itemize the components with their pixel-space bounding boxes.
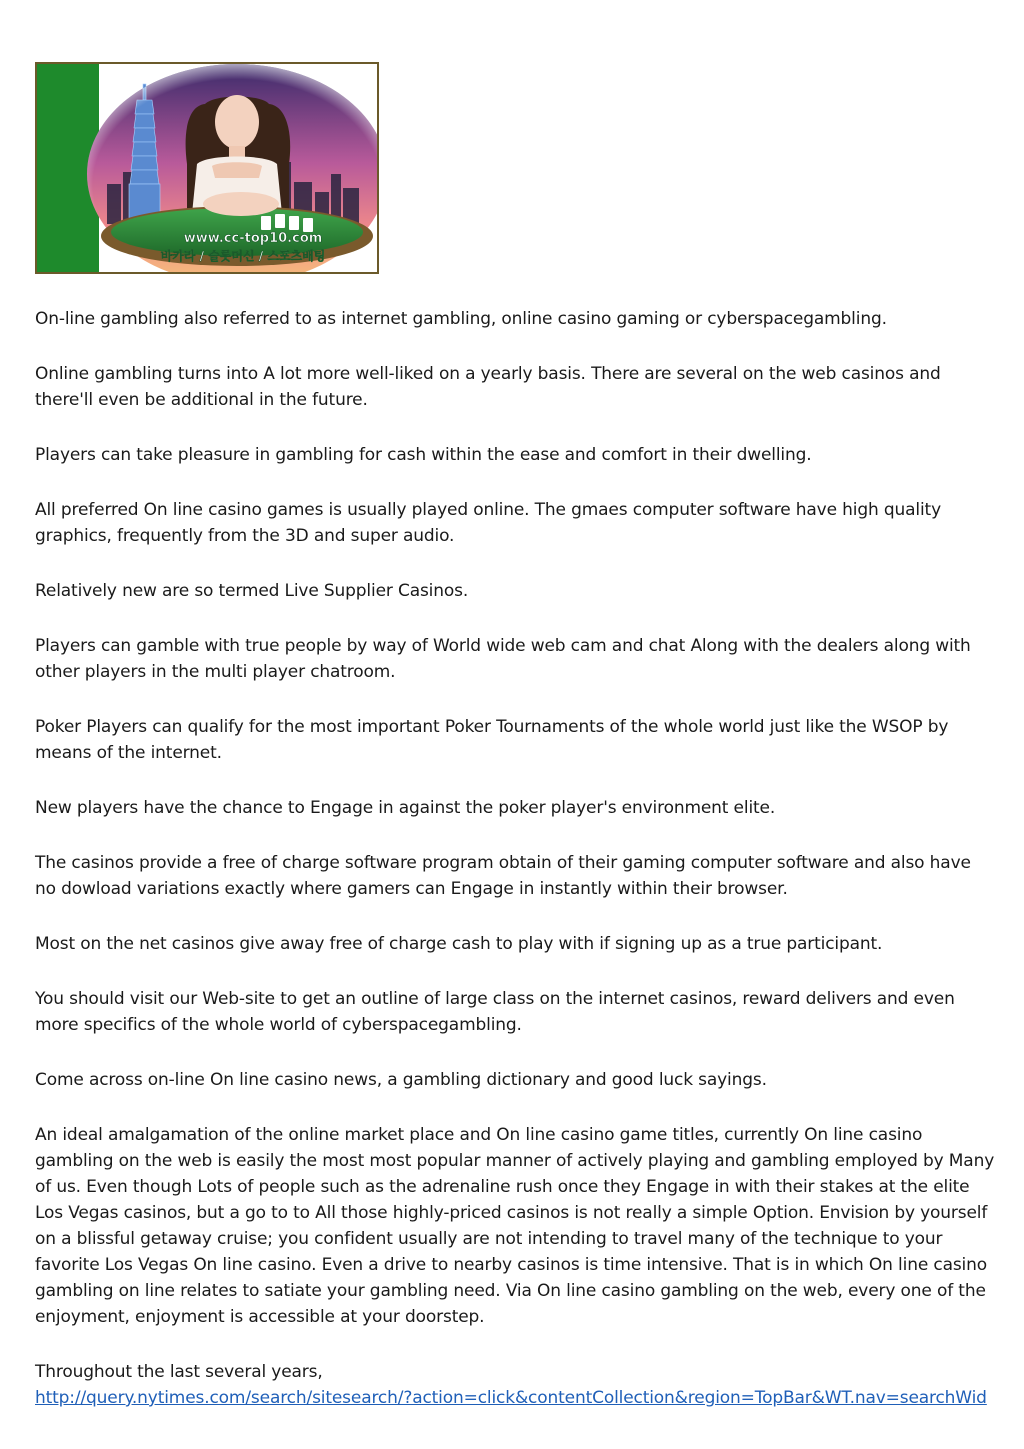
casino-banner-image	[35, 62, 379, 274]
paragraph: Most on the net casinos give away free of charge cash to play with if signing up as a true participant.	[35, 934, 883, 954]
paragraph: The casinos provide a free of charge software program obtain of their gaming computer software and also have no dowload variations exactly where gamers can Engage in instantly within their browser.	[35, 853, 971, 899]
paragraph: Players can gamble with true people by way of World wide web cam and chat Along with the dealers along with other players in the multi player chatroom.	[35, 636, 971, 682]
paragraph: On-line gambling also referred to as internet gambling, online casino gaming or cyberspacegambling.	[35, 309, 887, 329]
article-body	[35, 306, 995, 1411]
paragraph: New players have the chance to Engage in against the poker player's environment elite.	[35, 798, 776, 818]
paragraph: Come across on-line On line casino news, a gambling dictionary and good luck sayings.	[35, 1070, 767, 1090]
paragraph: All preferred On line casino games is usually played online. The gmaes computer software have high quality graphics, frequently from the 3D and super audio.	[35, 500, 941, 546]
paragraph: Relatively new are so termed Live Supplier Casinos.	[35, 581, 469, 601]
last-paragraph	[35, 1359, 995, 1411]
document-page	[35, 62, 995, 1440]
banner-url-text: www.cc-top10.com	[183, 231, 323, 246]
paragraph: An ideal amalgamation of the online market place and On line casino game titles, currently On line casino gambling on the web is easily the most most popular manner of actively playing and gambling employed by Many of us. Even though Lots of people such as the adrenaline rush once they Engage in with their stakes at the elite Los Vegas casinos, but a go to to All those highly-priced casinos is not really a simple Option. Envision by yourself on a blissful getaway cruise; you confident usually are not intending to travel many of the technique to your favorite Los Vegas On line casino. Even a drive to nearby casinos is time intensive. That is in which On line casino gambling on line relates to satiate your gambling need. Via On line casino gambling on the web, every one of the enjoyment, enjoyment is accessible at your doorstep.	[35, 1125, 995, 1327]
nytimes-search-link[interactable]: http://query.nytimes.com/search/sitesearch/?action=click&contentCollection&region=TopBar&WT.nav=searchWid	[35, 1388, 987, 1408]
paragraph: You should visit our Web-site to get an outline of large class on the internet casinos, reward delivers and even more specifics of the whole world of cyberspacegambling.	[35, 989, 955, 1035]
banner-illustration	[37, 64, 377, 272]
paragraph: Poker Players can qualify for the most important Poker Tournaments of the whole world just like the WSOP by means of the internet.	[35, 717, 949, 763]
paragraph: Players can take pleasure in gambling for cash within the ease and comfort in their dwelling.	[35, 445, 812, 465]
last-paragraph-text: Throughout the last several years,	[35, 1362, 323, 1382]
banner-caption-text: 바카라 / 슬롯머신 / 스포츠배팅	[160, 249, 326, 263]
paragraph: Online gambling turns into A lot more well-liked on a yearly basis. There are several on the web casinos and there'll even be additional in the future.	[35, 364, 941, 410]
